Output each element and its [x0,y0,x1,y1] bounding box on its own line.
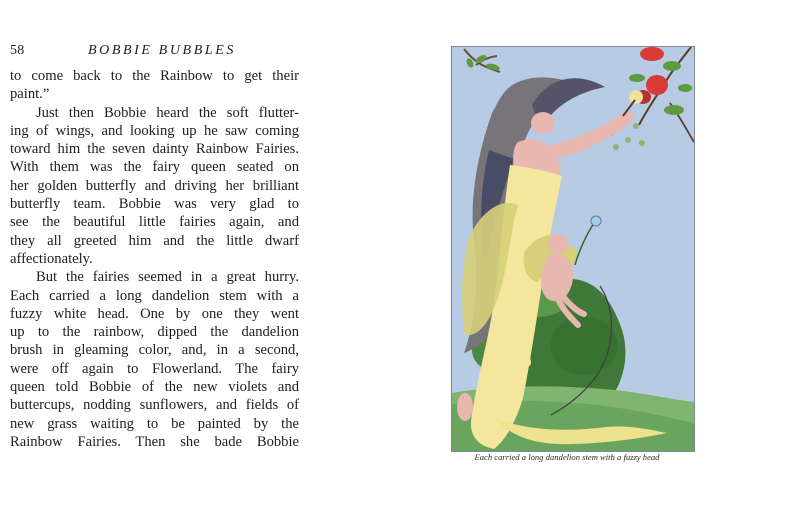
running-head: BOBBIE BUBBLES [88,43,236,58]
feet [457,393,473,421]
text-line: fuzzy white head. One by one they went [10,305,299,322]
yellow-bloom [519,356,531,368]
text-line: With them was the fairy queen seated on [10,159,299,176]
text-line: toward him the seven dainty Rainbow Fairies. [10,141,299,158]
text-line: Just then Bobbie heard the soft flutter- [36,104,299,121]
text-line: butterfly team. Bobbie was very glad to [10,196,299,213]
body-text [10,67,299,451]
text-line: queen told Bobbie of the new violets and [10,379,299,396]
text-line: her golden butterfly and driving her brilliant [10,177,299,194]
text-line: Each carried a long dandelion stem with a [10,287,299,304]
text-line: up to the rainbow, dipped the dandelion [10,324,299,341]
text-line: ing of wings, and looking up he saw coming [10,122,299,139]
fairy-wand-flower [591,216,601,226]
text-line: see the beautiful little fairies again, and [10,214,299,231]
fairy-illustration [451,46,695,452]
text-line: Rainbow Fairies. Then she bade Bobbie [10,433,299,450]
text-line: But the fairies seemed in a great hurry. [36,269,299,286]
face [531,112,555,134]
text-line: were off again to Flowerland. The fairy [10,360,299,377]
fairy-head [548,234,568,254]
text-line: affectionately. [10,250,93,267]
text-line: paint.” [10,86,50,103]
illustration-caption: Each carried a long dandelion stem with a fuzzy head [474,452,660,462]
text-line: buttercups, nodding sunflowers, and fields of [10,397,299,414]
text-line: brush in gleaming color, and, in a second, [10,342,299,359]
text-line: new grass waiting to be painted by the [10,415,299,432]
text-line: to come back to the Rainbow to get their [10,68,299,84]
text-line: they all greeted him and the little dwarf [10,232,299,249]
page-number: 58 [10,43,25,58]
